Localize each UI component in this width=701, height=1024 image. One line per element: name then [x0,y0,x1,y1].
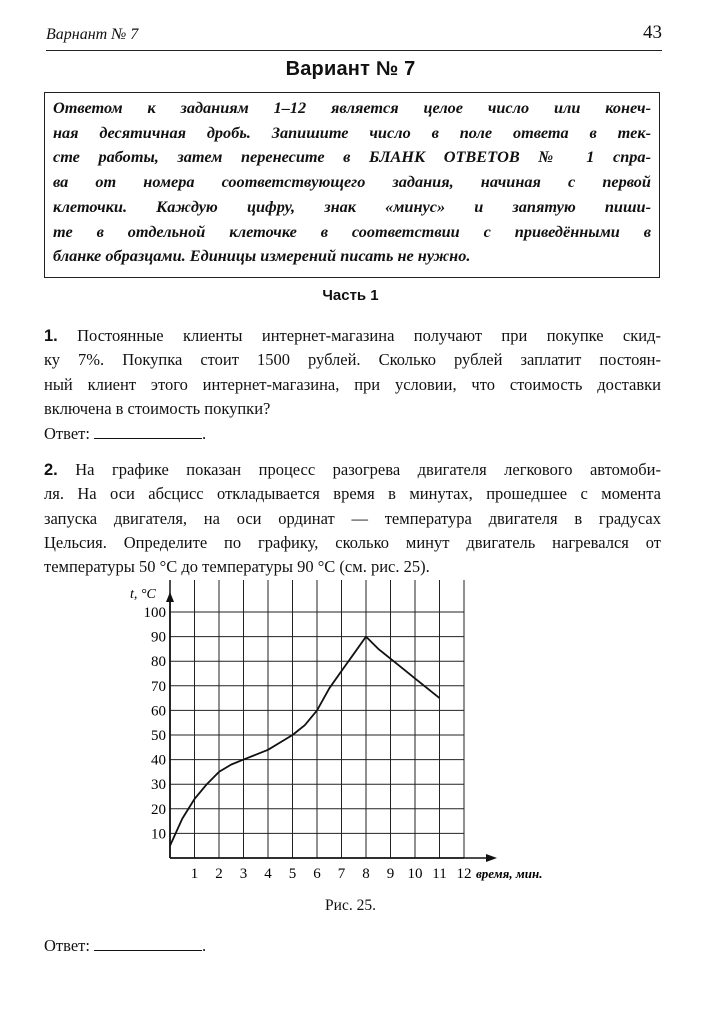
instructions-line: сте работы, затем перенесите в БЛАНК ОТВЕТОВ № 1 спра- [53,147,651,167]
task-text: включена в стоимость покупки? [44,398,271,418]
x-tick-label: 12 [456,866,472,882]
task-1 [44,324,661,421]
page-number: 43 [643,22,662,43]
x-tick-label: 4 [264,866,272,882]
x-tick-label: 5 [288,866,297,882]
answer-label: Ответ: [44,424,90,443]
page-title: Вариант № 7 [285,58,416,80]
instructions-box [44,92,660,278]
part-title: Часть 1 [322,287,379,304]
y-tick-label: 70 [151,678,166,695]
y-axis-arrow-icon [166,592,174,602]
task-text: температуры 50 °С до температуры 90 °С (см. рис. 25). [44,557,430,577]
x-tick-label: 1 [190,866,199,882]
instructions-line: ва от номера соответствующего задания, начиная с первой [53,172,651,192]
task-text: ный клиент этого интернет-магазина, при условии, что стоимость доставки [44,374,661,394]
y-tick-label: 50 [151,728,166,744]
task-2-answer: Ответ: . [44,936,207,955]
task-text: ля. На оси абсцисс откладывается время в минутах, прошедшее с момента [44,484,661,504]
y-tick-label: 80 [151,654,166,671]
y-tick-label: 10 [151,826,166,843]
y-tick-label: 30 [151,777,166,794]
figure-caption: Рис. 25. [325,897,376,914]
task-number: 1. [44,327,58,345]
instructions-line: ная десятичная дробь. Запишите число в поле ответа в тек- [53,122,651,142]
temperature-chart [110,580,590,895]
x-tick-label: 2 [215,866,223,882]
task-1-answer: Ответ: . [44,424,207,443]
task-text: На графике показан процесс разогрева двигателя легкового автомоби- [57,460,661,479]
running-head-title: Варнант № 7 [46,26,139,43]
x-tick-label: 8 [362,866,370,882]
running-head [46,22,662,51]
task-text: Цельсия. Определите по графику, сколько минут двигатель нагревался от [44,532,661,552]
task-text: Постоянные клиенты интернет-магазина получают при покупке скид- [57,326,661,345]
instructions-line: клеточки. Каждую цифру, знак «минус» и запятую пиши- [53,196,651,216]
x-tick-label: 10 [407,866,423,882]
y-tick-label: 100 [143,605,166,621]
x-axis-label: время, мин. [476,866,543,881]
task-text: запуска двигателя, на оси ординат — температура двигателя в градусах [44,508,661,528]
instructions-line: бланке образцами. Единицы измерений писать не нужно. [53,246,471,266]
x-axis-arrow-icon [486,854,497,862]
x-tick-label: 11 [432,866,447,882]
y-tick-label: 40 [151,752,166,769]
task-text: ку 7%. Покупка стоит 1500 рублей. Сколько рублей заплатит постоян- [44,350,661,370]
task-number: 2. [44,461,58,479]
x-tick-label: 3 [239,866,248,882]
x-tick-label: 6 [313,866,321,882]
y-tick-label: 90 [151,629,166,646]
answer-field[interactable] [94,936,202,951]
chart-grid [170,580,464,858]
y-axis-label: t, °C [130,587,156,602]
y-tick-label: 60 [151,703,166,720]
y-tick-label: 20 [151,801,166,818]
instructions-line: Ответом к заданиям 1–12 является целое число или конеч- [53,98,651,117]
task-2 [44,458,661,579]
temperature-curve [170,637,440,846]
answer-field[interactable] [94,424,202,439]
instructions-line: те в отдельной клеточке в соответствии с приведёнными в [53,221,651,241]
x-tick-label: 9 [386,866,395,882]
x-tick-label: 7 [337,866,346,882]
answer-label: Ответ: [44,936,90,955]
